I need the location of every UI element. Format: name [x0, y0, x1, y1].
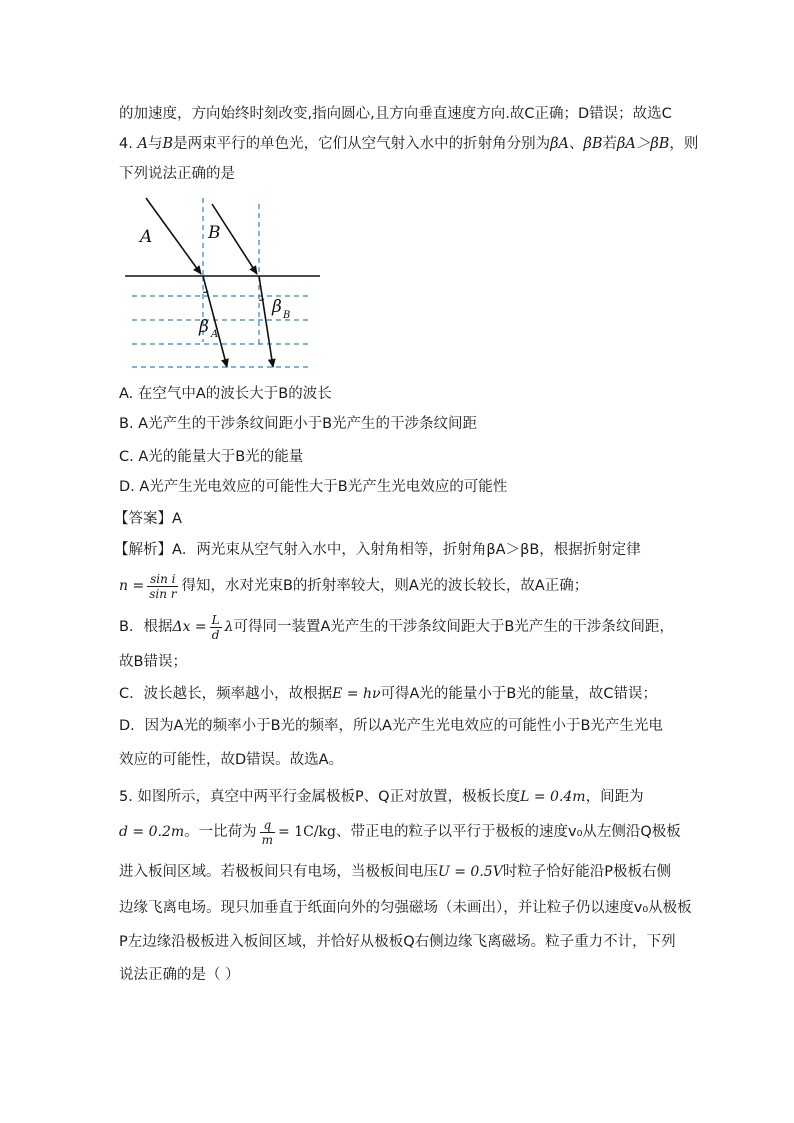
- incident-ray-a: [146, 198, 201, 274]
- analysis-line7: 效应的可能性，故D错误。故选A。: [119, 752, 344, 768]
- previous-solution-line: 的加速度，方向始终时刻改变,指向圆心,且方向垂直速度方向.故C正确；D错误；故选C: [119, 106, 672, 122]
- label-b: B: [208, 223, 221, 243]
- q4-stem-line1: 4. A与B是两束平行的单色光，它们从空气射入水中的折射角分别为βA、βB若βA＞βB，则: [119, 136, 699, 152]
- label-a: A: [140, 227, 153, 247]
- refracted-ray-b: [259, 276, 273, 367]
- option-c: C. A光的能量大于B光的能量: [119, 449, 304, 465]
- q4-stem-line2: 下列说法正确的是: [119, 166, 235, 182]
- fringe-fraction: $\frac{L}{d}$: [211, 612, 220, 642]
- label-beta-b: β: [272, 297, 282, 317]
- refraction-diagram: [120, 192, 325, 372]
- analysis-line6: D．因为A光的频率小于B光的频率，所以A光产生光电效应的可能性小于B光产生光电: [119, 718, 663, 734]
- analysis-line3: B．根据Δx = $\frac{L}{d}$ λ可得同一装置A光产生的干涉条纹间距大于B光产生的干涉条纹间距，: [119, 612, 674, 642]
- q5-line2: d = 0.2m。一比荷为 $\frac{q}{m}$ = 1C/kg、带正电的粒子以平行于极板的速度v₀从左侧沿Q极板: [119, 817, 681, 847]
- label-beta-a: β: [199, 317, 209, 337]
- analysis-line2: n = $\frac{\text{sin i}}{\text{sin r}}$ 得知，水对光束B的折射率较大，则A光的波长较长，故A正确；: [119, 571, 589, 601]
- normal-lines: [203, 198, 259, 344]
- answer-line: 【答案】A: [114, 511, 182, 527]
- analysis-line4: 故B错误；: [119, 654, 187, 670]
- q5-line6: 说法正确的是（ ）: [119, 967, 240, 983]
- charge-mass-fraction: $\frac{q}{m}$: [261, 817, 274, 847]
- analysis-line5: C．波长越长，频率越小，故根据E = hν可得A光的能量小于B光的能量，故C错误；: [119, 686, 658, 702]
- option-d: D. A光产生光电效应的可能性大于B光产生光电效应的可能性: [119, 479, 508, 495]
- q5-line1: 5. 如图所示，真空中两平行金属极板P、Q正对放置，极板长度L = 0.4m，间距为: [119, 789, 644, 805]
- angle-arc-b: [259, 299, 264, 300]
- option-a: A. 在空气中A的波长大于B的波长: [119, 386, 332, 402]
- q5-line3: 进入板间区域。若极板间只有电场，当极板间电压U = 0.5V时粒子恰好能沿P极板右侧: [119, 864, 672, 880]
- snell-fraction: $\frac{\text{sin i}}{\text{sin r}}$: [149, 571, 177, 601]
- q5-line5: P左边缘沿极板进入板间区域，并恰好从极板Q右侧边缘飞离磁场。粒子重力不计，下列: [119, 934, 676, 950]
- analysis-line1: 【解析】A．两光束从空气射入水中，入射角相等，折射角βA＞βB，根据折射定律: [114, 542, 641, 558]
- label-beta-a-sub: A: [211, 329, 219, 340]
- option-b: B. A光产生的干涉条纹间距小于B光产生的干涉条纹间距: [119, 416, 478, 432]
- label-beta-b-sub: B: [283, 310, 291, 321]
- q5-line4: 边缘飞离电场。现只加垂直于纸面向外的匀强磁场（未画出），并让粒子仍以速度v₀从极板: [119, 900, 692, 916]
- water-dashed-lines: [132, 296, 310, 367]
